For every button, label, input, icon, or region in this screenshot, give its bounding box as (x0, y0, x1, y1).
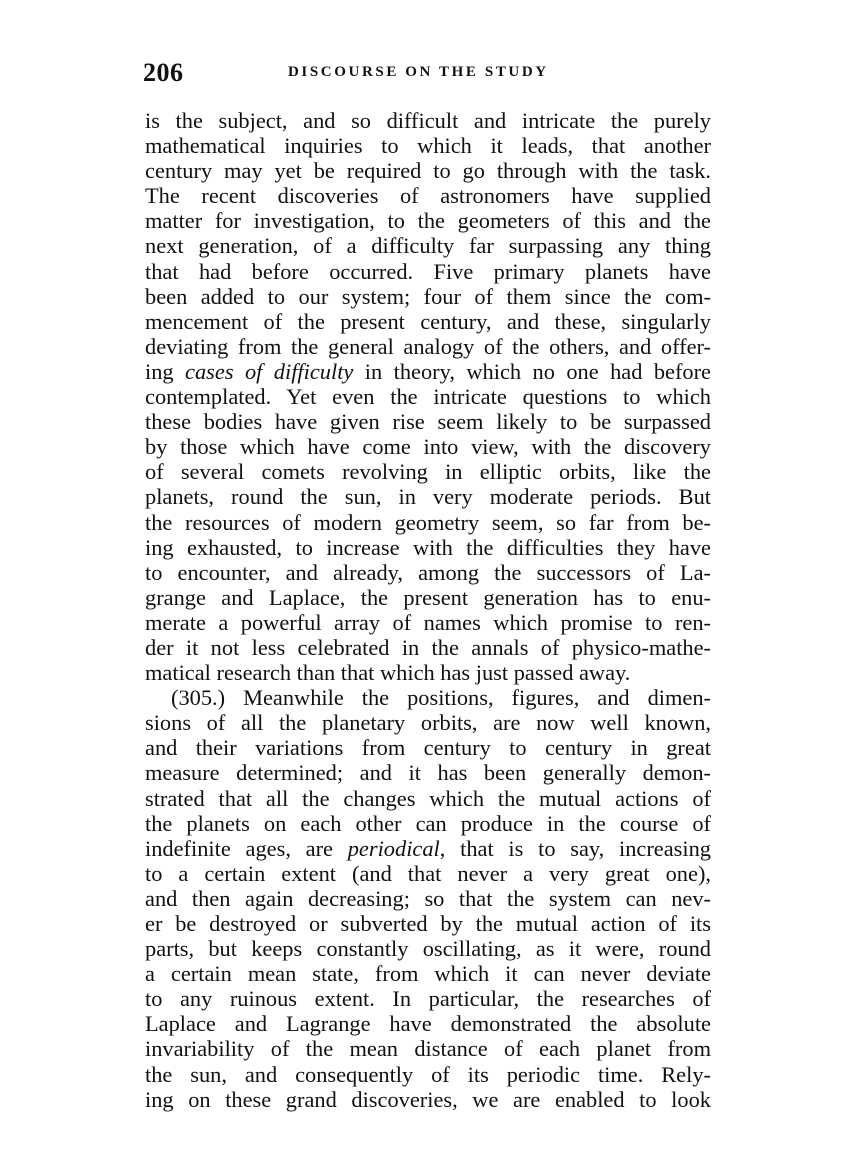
text-line (145, 1011, 711, 1036)
text-line (145, 685, 711, 710)
text-line (145, 886, 711, 911)
text-line (145, 811, 711, 836)
text-line (145, 309, 711, 334)
text-segment: and then again decreasing; so that the system can nev- (145, 885, 711, 911)
text-line (145, 359, 711, 384)
text-segment: the sun, and consequently of its periodic time. Rely- (145, 1061, 711, 1087)
text-line (145, 284, 711, 309)
text-segment: planets, round the sun, in very moderate periods. But (145, 484, 711, 510)
text-line (145, 836, 711, 861)
text-line (145, 585, 711, 610)
text-line (145, 384, 711, 409)
text-segment: grange and Laplace, the present generation has to enu- (145, 584, 711, 610)
text-segment: parts, but keeps constantly oscillating, as it were, round (145, 936, 711, 962)
text-line (145, 660, 711, 685)
text-line (145, 459, 711, 484)
text-line (145, 936, 711, 961)
text-segment: matter for investigation, to the geometers of this and the (145, 208, 711, 234)
text-segment: in theory, which no one had before (353, 358, 711, 384)
text-segment: measure determined; and it has been generally demon- (145, 760, 711, 786)
text-line (145, 735, 711, 760)
text-segment: and their variations from century to century in great (145, 735, 711, 761)
text-line (145, 610, 711, 635)
text-segment: mathematical inquiries to which it leads, that another (145, 133, 711, 159)
text-line (145, 1036, 711, 1061)
text-line (145, 961, 711, 986)
text-segment: the planets on each other can produce in the course of (145, 810, 711, 836)
text-line (145, 560, 711, 585)
text-line (145, 861, 711, 886)
text-segment: matical research than that which has just passed away. (145, 660, 631, 686)
text-segment: to a certain extent (and that never a very great one), (145, 860, 711, 886)
text-line (145, 535, 711, 560)
text-segment: (305.) Meanwhile the positions, figures, and dimen- (171, 685, 711, 711)
text-segment: a certain mean state, from which it can never deviate (145, 961, 711, 987)
text-segment: ing on these grand discoveries, we are enabled to look (145, 1086, 711, 1112)
text-line (145, 1087, 711, 1112)
text-segment: by those which have come into view, with the discovery (145, 434, 711, 460)
running-title: DISCOURSE ON THE STUDY (288, 64, 549, 80)
italic-phrase: periodical (347, 835, 440, 861)
italic-phrase: cases of difficulty (185, 358, 354, 384)
text-segment: strated that all the changes which the mutual actions of (145, 785, 711, 811)
text-segment: merate a powerful array of names which promise to ren- (145, 609, 711, 635)
text-line (145, 233, 711, 258)
text-segment: indefinite ages, are (145, 835, 348, 861)
text-segment: next generation, of a difficulty far surpassing any thing (145, 233, 711, 259)
text-segment: , that is to say, increasing (439, 835, 711, 861)
body-text (145, 108, 711, 1112)
text-segment: is the subject, and so difficult and intricate the purely (145, 108, 711, 133)
text-segment: der it not less celebrated in the annals of physico-mathe- (145, 634, 711, 660)
text-line (145, 760, 711, 785)
text-segment: mencement of the present century, and these, singularly (145, 308, 711, 334)
text-segment: er be destroyed or subverted by the mutual action of its (145, 911, 711, 936)
text-line (145, 183, 711, 208)
text-line (145, 434, 711, 459)
text-line (145, 133, 711, 158)
text-line (145, 986, 711, 1011)
text-line (145, 786, 711, 811)
text-segment: ing (145, 358, 186, 384)
text-segment: sions of all the planetary orbits, are now well known, (145, 710, 711, 736)
text-line (145, 710, 711, 735)
text-line (145, 158, 711, 183)
running-header (143, 58, 713, 92)
text-segment: to any ruinous extent. In particular, the researches of (145, 986, 711, 1012)
page-number: 206 (143, 58, 184, 87)
text-line (145, 259, 711, 284)
text-segment: been added to our system; four of them since the com- (145, 283, 711, 309)
text-segment: that had before occurred. Five primary planets have (145, 258, 711, 284)
text-line (145, 635, 711, 660)
text-segment: ing exhausted, to increase with the difficulties they have (145, 534, 711, 560)
text-line (145, 334, 711, 359)
text-segment: of several comets revolving in elliptic orbits, like the (145, 459, 711, 485)
text-line (145, 911, 711, 936)
text-segment: Laplace and Lagrange have demonstrated the absolute (145, 1011, 711, 1037)
text-segment: the resources of modern geometry seem, so far from be- (145, 509, 711, 535)
text-segment: century may yet be required to go through with the task. (145, 158, 711, 184)
text-line (145, 1062, 711, 1087)
text-segment: contemplated. Yet even the intricate questions to which (145, 384, 711, 410)
text-segment: invariability of the mean distance of each planet from (145, 1036, 711, 1062)
text-line (145, 484, 711, 509)
text-line (145, 208, 711, 233)
text-segment: The recent discoveries of astronomers have supplied (145, 183, 711, 209)
text-segment: to encounter, and already, among the successors of La- (145, 559, 711, 585)
text-line (145, 510, 711, 535)
text-line (145, 108, 711, 133)
text-segment: these bodies have given rise seem likely to be surpassed (145, 409, 711, 435)
text-line (145, 409, 711, 434)
text-segment: deviating from the general analogy of the others, and offer- (145, 333, 711, 359)
